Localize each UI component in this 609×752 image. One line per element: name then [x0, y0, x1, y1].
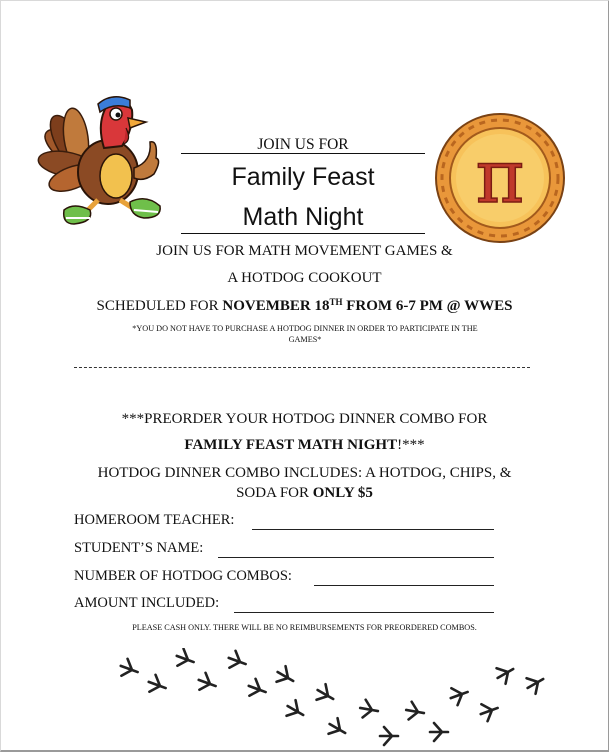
preorder-event-name: FAMILY FEAST MATH NIGHT — [184, 437, 398, 453]
header-rule-top — [181, 153, 425, 154]
amount-included-label: AMOUNT INCLUDED: — [74, 595, 220, 611]
student-name-field[interactable] — [218, 557, 494, 558]
combo-line2 — [0, 485, 609, 502]
combo-line2-prefix: SODA FOR — [236, 485, 313, 501]
header-rule-bottom — [181, 233, 425, 234]
preorder-line2-tail: !*** — [397, 437, 425, 453]
schedule-date: NOVEMBER 18 — [222, 298, 330, 314]
note-line2: GAMES* — [288, 335, 322, 344]
schedule-line — [0, 297, 609, 315]
pi-pie-icon — [432, 110, 568, 246]
schedule-time: FROM 6-7 PM @ WWES — [342, 298, 513, 314]
schedule-prefix: SCHEDULED FOR — [96, 298, 223, 314]
number-of-combos-label: NUMBER OF HOTDOG COMBOS: — [74, 568, 292, 584]
turkey-icon — [34, 82, 170, 234]
amount-included-field[interactable] — [234, 612, 494, 613]
event-title-line1: Family Feast — [231, 163, 375, 191]
schedule-date-suffix: TH — [329, 297, 343, 307]
participation-note — [70, 323, 540, 345]
cash-note: PLEASE CASH ONLY. THERE WILL BE NO REIMBURSEMENTS FOR PREORDERED COMBOS. — [132, 623, 477, 632]
combo-price: ONLY $5 — [312, 485, 373, 501]
turkey-footprints-icon — [110, 648, 560, 748]
preorder-line1: ***PREORDER YOUR HOTDOG DINNER COMBO FOR — [121, 411, 488, 427]
preorder-line2 — [0, 437, 609, 454]
number-of-combos-field[interactable] — [314, 585, 494, 586]
join-heading: JOIN US FOR — [257, 136, 349, 153]
intro-line2: A HOTDOG COOKOUT — [227, 270, 382, 286]
homeroom-teacher-label: HOMEROOM TEACHER: — [74, 512, 235, 528]
note-line1: *YOU DO NOT HAVE TO PURCHASE A HOTDOG DINNER IN ORDER TO PARTICIPATE IN THE — [132, 324, 478, 333]
student-name-label: STUDENT’S NAME: — [74, 540, 204, 556]
combo-line1: HOTDOG DINNER COMBO INCLUDES: A HOTDOG, CHIPS, & — [97, 465, 512, 481]
pi-symbol: π — [475, 134, 525, 220]
intro-line1: JOIN US FOR MATH MOVEMENT GAMES & — [156, 243, 453, 259]
event-title-line2: Math Night — [242, 203, 364, 231]
homeroom-teacher-field[interactable] — [252, 529, 494, 530]
cut-line — [74, 367, 530, 368]
